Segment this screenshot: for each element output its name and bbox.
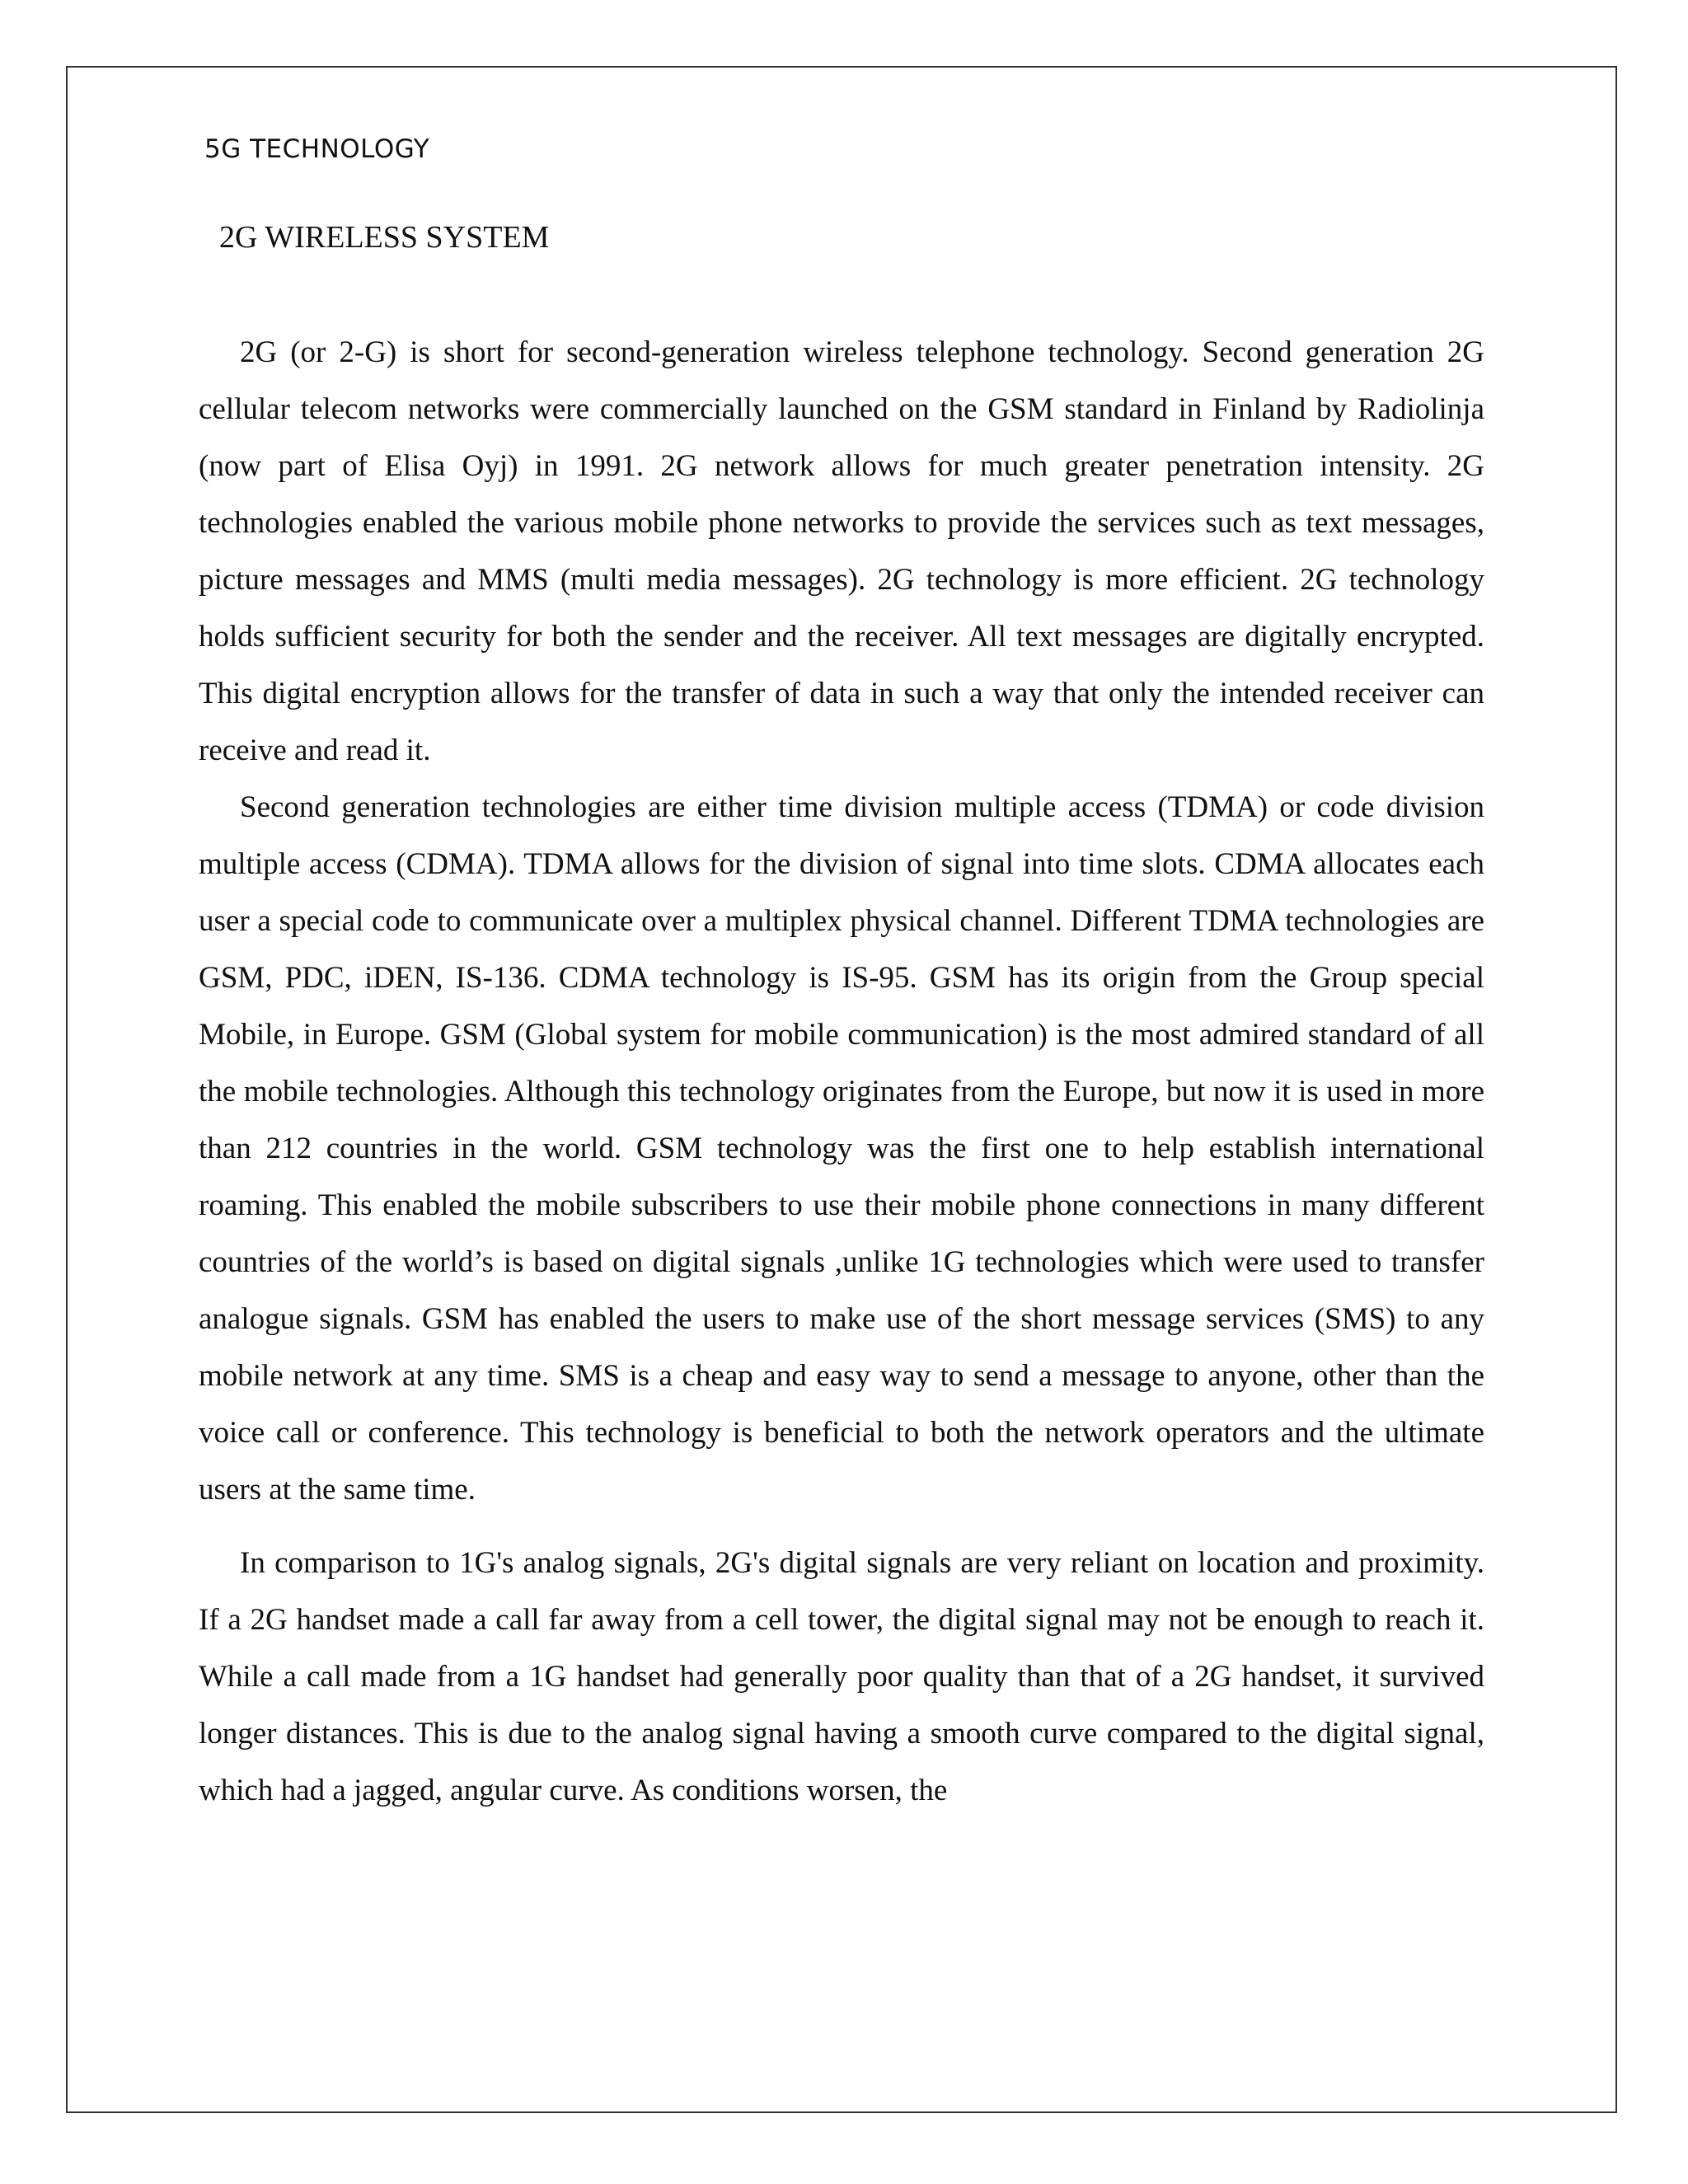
body-text: [199, 324, 1484, 1819]
paragraph-2g-intro: 2G (or 2-G) is short for second-generation wireless telephone technology. Second generation 2G cellular telecom networks were commercially launched on the GSM standard in Finland by Radiolinja (now part of Elisa Oyj) in 1991. 2G network allows for much greater penetration intensity. 2G technologies enabled the various mobile phone networks to provide the services such as text messages, picture messages and MMS (multi media messages). 2G technology is more efficient. 2G technology holds sufficient security for both the sender and the receiver. All text messages are digitally encrypted. This digital encryption allows for the transfer of data in such a way that only the intended receiver can receive and read it.: [199, 335, 1484, 767]
section-heading: 2G WIRELESS SYSTEM: [219, 220, 550, 255]
paragraph-tdma-cdma: Second generation technologies are either time division multiple access (TDMA) or code division multiple access (CDMA). TDMA allows for the division of signal into time slots. CDMA allocates each user a special code to communicate over a multiplex physical channel. Different TDMA technologies are GSM, PDC, iDEN, IS-136. CDMA technology is IS-95. GSM has its origin from the Group special Mobile, in Europe. GSM (Global system for mobile communication) is the most admired standard of all the mobile technologies. Although this technology originates from the Europe, but now it is used in more than 212 countries in the world. GSM technology was the first one to help establish international roaming. This enabled the mobile subscribers to use their mobile phone connections in many different countries of the world’s is based on digital signals ,unlike 1G technologies which were used to transfer analogue signals. GSM has enabled the users to make use of the short message services (SMS) to any mobile network at any time. SMS is a cheap and easy way to send a message to anyone, other than the voice call or conference. This technology is beneficial to both the network operators and the ultimate users at the same time.: [199, 790, 1484, 1507]
paragraph-analog-vs-digital: In comparison to 1G's analog signals, 2G's digital signals are very reliant on location and proximity. If a 2G handset made a call far away from a cell tower, the digital signal may not be enough to reach it. While a call made from a 1G handset had generally poor quality than that of a 2G handset, it survived longer distances. This is due to the analog signal having a smooth curve compared to the digital signal, which had a jagged, angular curve. As conditions worsen, the: [199, 1546, 1484, 1807]
running-header: 5G TECHNOLOGY: [204, 134, 430, 164]
